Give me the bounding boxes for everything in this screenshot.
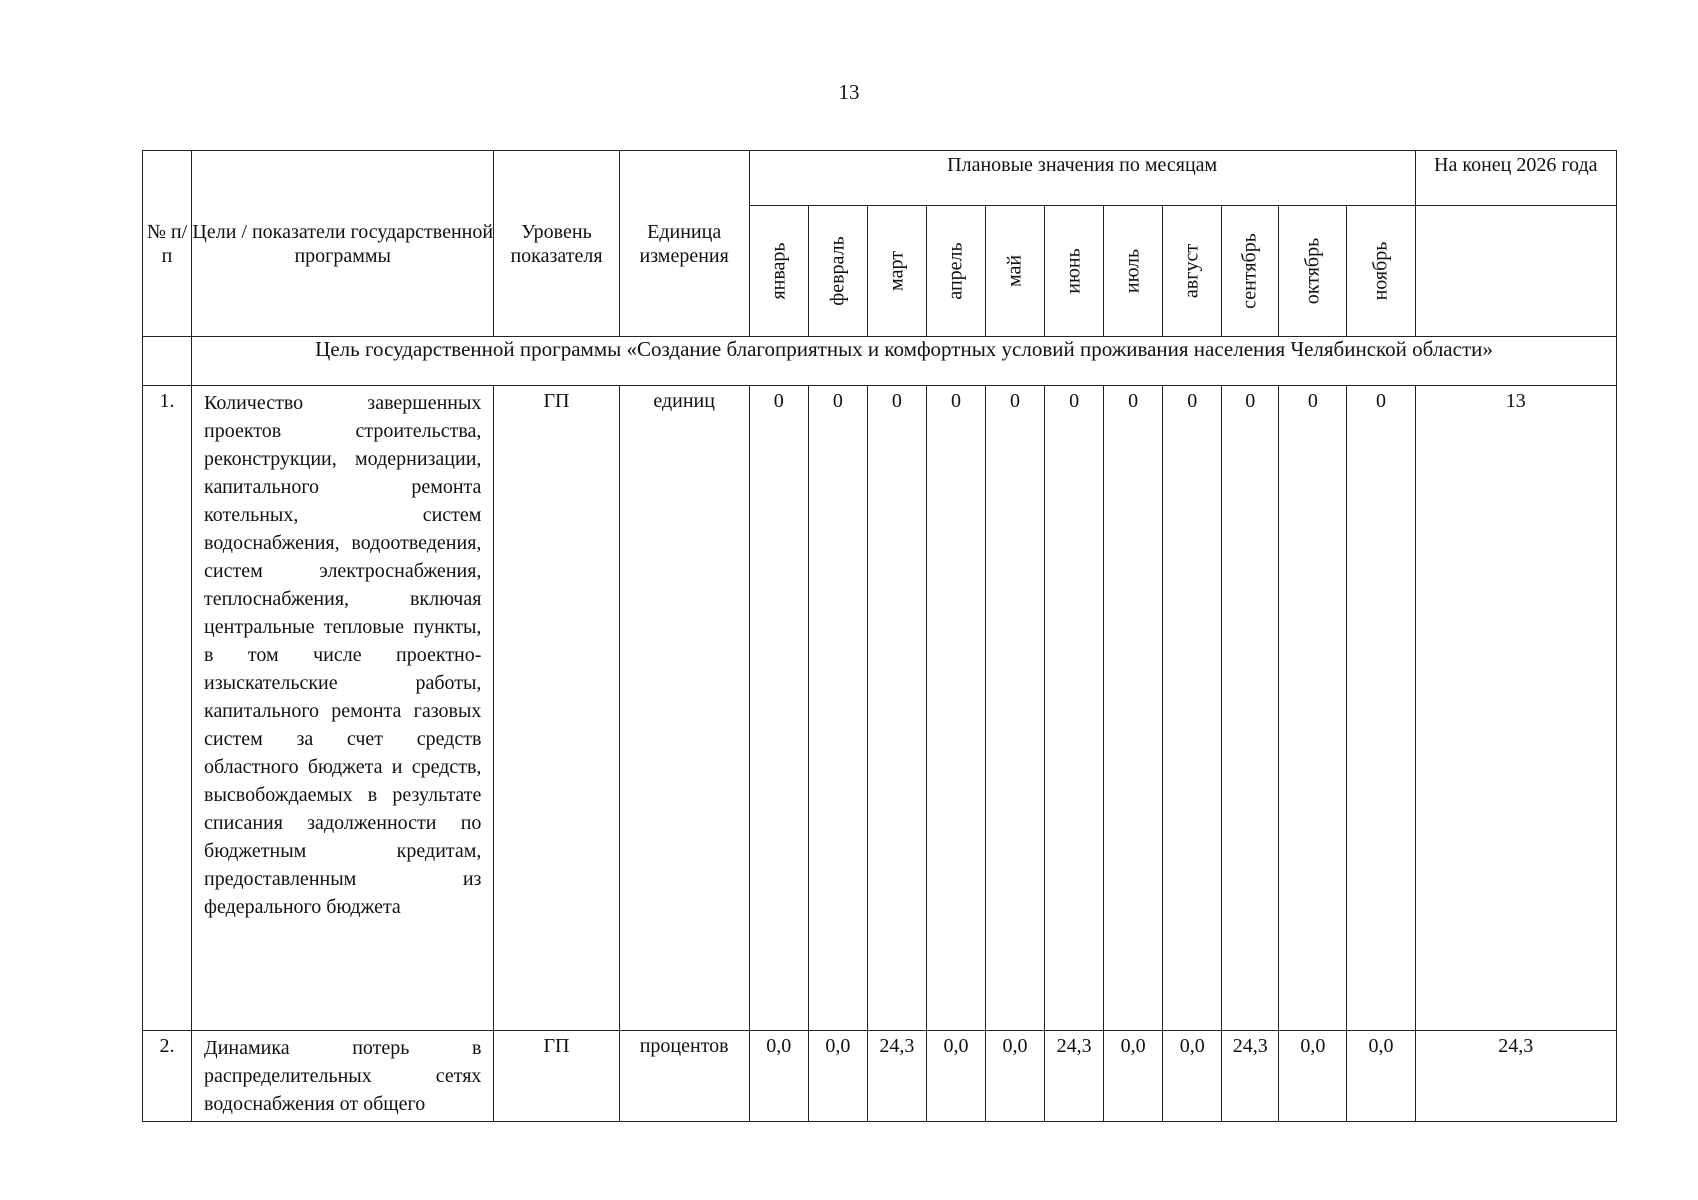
row-num: 1. — [143, 386, 192, 1031]
month-value: 0 — [1104, 386, 1163, 1031]
row-description: Динамика потерь в распределительных сетях водоснабжения от общего — [192, 1031, 494, 1122]
goal-text: Цель государственной программы «Создание благоприятных и комфортных условий проживания населения Челябинской области» — [192, 337, 1617, 386]
row-level: ГП — [494, 1031, 619, 1122]
month-value: 0,0 — [1104, 1031, 1163, 1122]
month-value: 0 — [1163, 386, 1222, 1031]
month-value: 0,0 — [926, 1031, 985, 1122]
goal-num-cell — [143, 337, 192, 386]
header-unit: Единица измерения — [619, 151, 749, 337]
row-unit: процентов — [619, 1031, 749, 1122]
month-value: 0 — [867, 386, 926, 1031]
month-value: 0 — [1045, 386, 1104, 1031]
month-header: январь — [749, 206, 808, 337]
month-value: 0,0 — [1163, 1031, 1222, 1122]
month-value: 0 — [749, 386, 808, 1031]
month-header: июль — [1104, 206, 1163, 337]
row-num: 2. — [143, 1031, 192, 1122]
month-header: август — [1163, 206, 1222, 337]
indicators-table — [142, 150, 1617, 1122]
month-value: 24,3 — [867, 1031, 926, 1122]
row-description: Количество завершенных проектов строительства, реконструкции, модернизации, капитального ремонта котельных, систем водоснабжения, водоотведения, систем электроснабжения, теплоснабжения, включая центральные тепловые пункты, в том числе проектно-изыскательские работы, капитального ремонта газовых систем за счет средств областного бюджета и средств, высвобождаемых в результате списания задолженности по бюджетным кредитам, предоставленным из федерального бюджета — [192, 386, 494, 1031]
month-value: 0 — [1222, 386, 1279, 1031]
month-value: 0 — [808, 386, 867, 1031]
month-header: ноябрь — [1347, 206, 1415, 337]
year-end-blank — [1415, 206, 1616, 337]
header-year-end: На конец 2026 года — [1415, 151, 1616, 206]
goal-row — [143, 337, 1617, 386]
month-header: май — [985, 206, 1044, 337]
month-value: 24,3 — [1222, 1031, 1279, 1122]
month-value: 0,0 — [985, 1031, 1044, 1122]
month-header: июнь — [1045, 206, 1104, 337]
month-header: февраль — [808, 206, 867, 337]
table-row — [143, 1031, 1617, 1122]
header-num: № п/п — [143, 151, 192, 337]
table-row — [143, 386, 1617, 1031]
month-value: 0,0 — [1279, 1031, 1347, 1122]
month-value: 0 — [985, 386, 1044, 1031]
month-value: 0,0 — [808, 1031, 867, 1122]
month-header: апрель — [926, 206, 985, 337]
month-header: октябрь — [1279, 206, 1347, 337]
header-row-1 — [143, 151, 1617, 206]
year-end-value: 13 — [1415, 386, 1616, 1031]
month-value: 0,0 — [749, 1031, 808, 1122]
month-header: сентябрь — [1222, 206, 1279, 337]
year-end-value: 24,3 — [1415, 1031, 1616, 1122]
header-level: Уровень показателя — [494, 151, 619, 337]
month-value: 0 — [1347, 386, 1415, 1031]
month-value: 24,3 — [1045, 1031, 1104, 1122]
month-value: 0 — [1279, 386, 1347, 1031]
month-header: март — [867, 206, 926, 337]
header-goals: Цели / показатели государственной программы — [192, 151, 494, 337]
page-number: 13 — [838, 80, 860, 104]
month-value: 0 — [926, 386, 985, 1031]
row-unit: единиц — [619, 386, 749, 1031]
month-value: 0,0 — [1347, 1031, 1415, 1122]
row-level: ГП — [494, 386, 619, 1031]
header-monthly: Плановые значения по месяцам — [749, 151, 1415, 206]
